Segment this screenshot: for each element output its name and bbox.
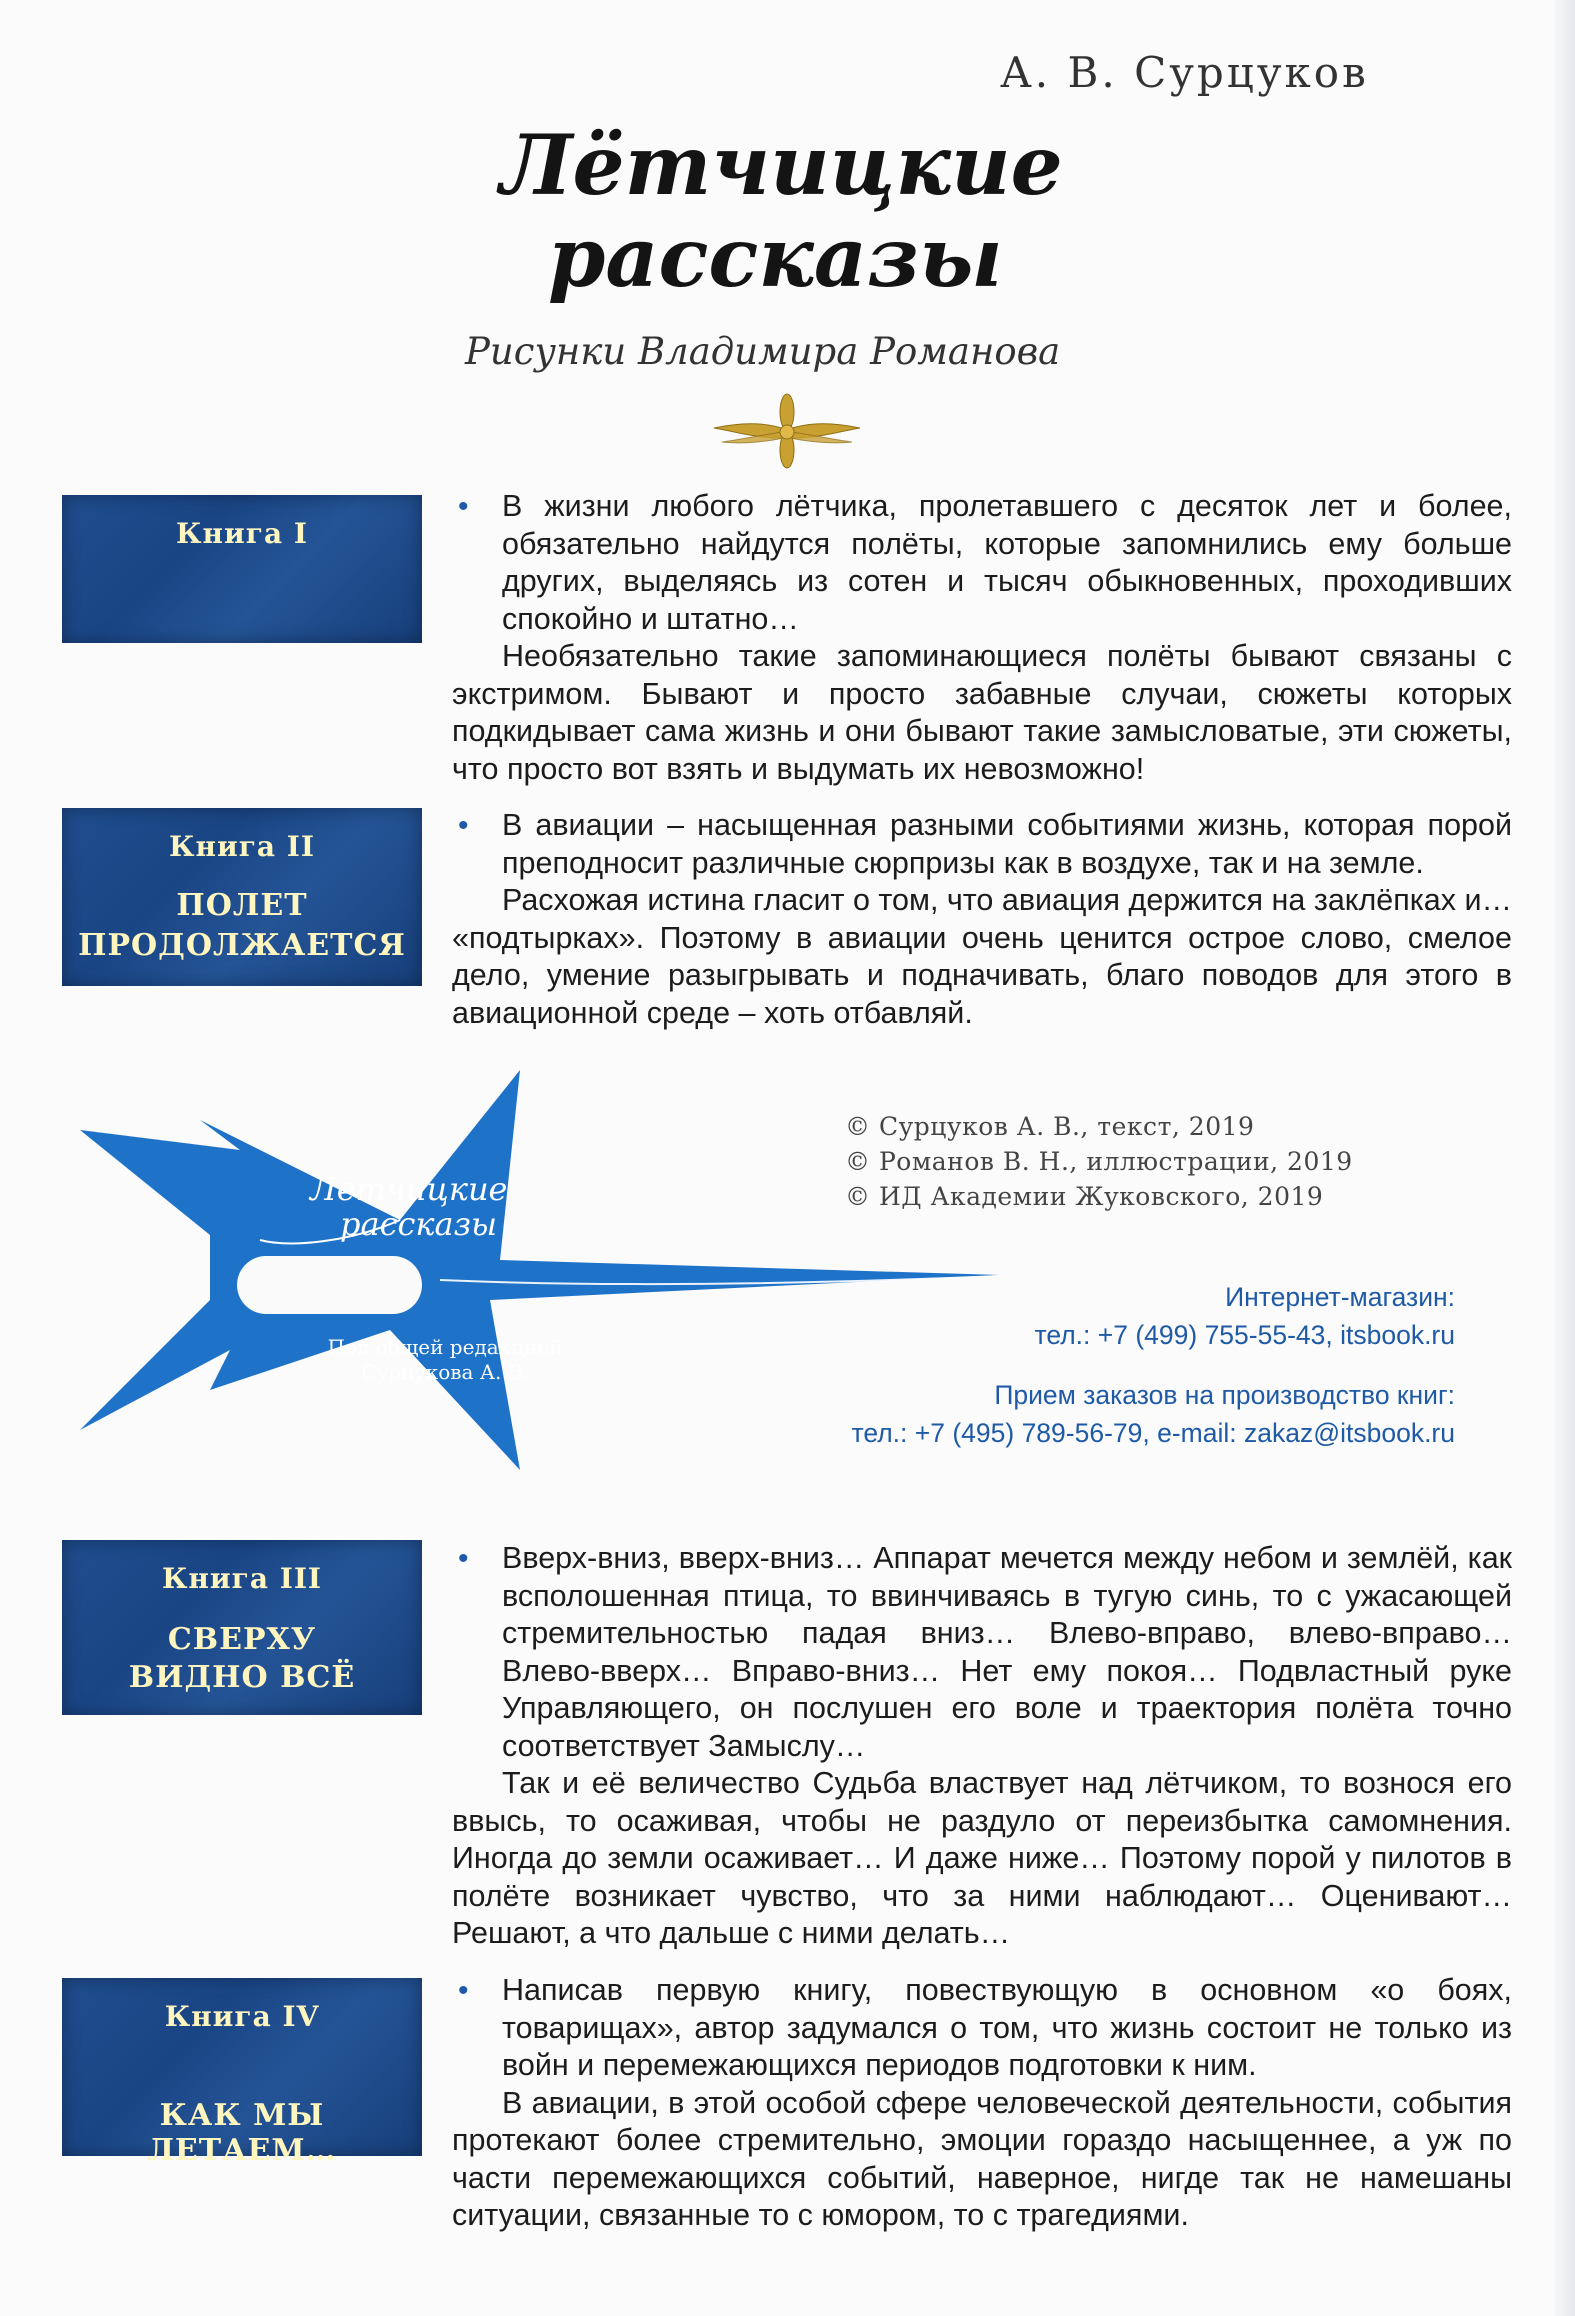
- copyright-illustrations: © Романов В. Н., иллюстрации, 2019: [845, 1147, 1353, 1176]
- book-2-paragraph-1: В авиации – насыщенная разными событиями жизнь, которая порой преподносит различные сюрпризы как в воздухе, так и на земле.: [502, 808, 1512, 880]
- illustrator-credit: Рисунки Владимира Романова: [465, 330, 1061, 373]
- copyright-text: © Сурцуков А. В., текст, 2019: [845, 1112, 1255, 1141]
- book-2-subtitle-line2: ПРОДОЛЖАЕТСЯ: [78, 928, 406, 963]
- book-3-subtitle-line1: СВЕРХУ: [167, 1622, 317, 1657]
- book-4-paragraph-1: Написав первую книгу, повествующую в основном «о боях, товарищах», автор задумался о том, что жизнь состоит не только из войн и перемежающихся периодов подготовки к ним.: [502, 1973, 1512, 2082]
- book-4-description: [452, 1972, 1512, 2235]
- book-title-line1: Лётчицкие: [500, 118, 1063, 214]
- plane-editor-line2: Сурцукова А. В.: [361, 1360, 529, 1384]
- book-2-description: [452, 807, 1512, 1032]
- plane-title-line2: рассказы: [340, 1205, 498, 1243]
- book-2-label: Книга II: [169, 830, 315, 863]
- copyright-publisher: © ИД Академии Жуковского, 2019: [845, 1182, 1324, 1211]
- book-1-badge: [62, 495, 422, 643]
- wings-propeller-icon: [712, 392, 862, 472]
- page-edge-shadow: [1555, 0, 1575, 2316]
- book-3-subtitle-line2: ВИДНО ВСЁ: [128, 1660, 356, 1695]
- bullet-icon: •: [458, 809, 469, 842]
- book-3-paragraph-2: Так и её величество Судьба властвует над лётчиком, то вознося его ввысь, то осаживая, чтобы не раздуло от переизбытка самомнения. Иногда до земли осаживает… И даже ниже… Поэтому порой у пилотов в полёте возникает чувство, что за ними наблюдают… Оценивают… Решают, а что дальше с ними делать…: [452, 1766, 1512, 1950]
- book-1-paragraph-1: В жизни любого лётчика, пролетавшего с десяток лет и более, обязательно найдутся полёты, которые запомнились ему больше других, выделяясь из сотен и тысяч обыкновенных, проходивших спокойно и штатно…: [502, 489, 1512, 636]
- orders-phone: тел.: +7 (495) 789-56-79, e-mail: zakaz@itsbook.ru: [851, 1418, 1455, 1448]
- book-4-label: Книга IV: [164, 2000, 320, 2033]
- shop-label: Интернет-магазин:: [1225, 1282, 1455, 1312]
- bullet-icon: •: [458, 490, 469, 523]
- bullet-icon: •: [458, 1974, 469, 2007]
- book-3-paragraph-1: Вверх-вниз, вверх-вниз… Аппарат мечется между небом и землёй, как всполошенная птица, то ввинчиваясь в тугую синь, то с ужасающей стремительностью падая вниз… Влево-вправо, влево-вправо… Влево-вверх… Вправо-вниз… Нет ему покоя… Подвластный руке Управляющего, он послушен его воле и траектория полёта точно соответствует Замыслу…: [502, 1541, 1512, 1763]
- author-name: А. В. Сурцуков: [1000, 48, 1369, 97]
- book-4-badge: [62, 1978, 422, 2168]
- book-3-label: Книга III: [161, 1562, 323, 1595]
- book-1-description: [452, 488, 1512, 788]
- book-3-badge: [62, 1540, 422, 1715]
- book-3-description: [452, 1540, 1512, 1953]
- plane-title-line1: Летчицкие: [310, 1170, 508, 1208]
- book-2-badge: [62, 808, 422, 986]
- orders-label: Прием заказов на производство книг:: [994, 1380, 1455, 1410]
- shop-phone: тел.: +7 (499) 755-55-43, itsbook.ru: [1034, 1320, 1455, 1350]
- book-title-line2: рассказы: [548, 210, 1003, 306]
- bullet-icon: •: [458, 1542, 469, 1575]
- book-2-subtitle-line1: ПОЛЕТ: [176, 888, 308, 923]
- plane-editor-line1: Под общей редакцией: [327, 1335, 563, 1359]
- book-2-paragraph-2: Расхожая истина гласит о том, что авиация держится на заклёпках и… «подтырках». Поэтому в авиации очень ценится острое слово, смелое дело, умение разыгрывать и подначивать, благо поводов для этого в авиационной среде – хоть отбавляй.: [452, 883, 1512, 1030]
- book-1-paragraph-2: Необязательно такие запоминающиеся полёты бывают связаны с экстримом. Бывают и просто забавные случаи, сюжеты которых подкидывает сама жизнь и они бывают такие замысловатые, эти сюжеты, что просто вот взять и выдумать их невозможно!: [452, 639, 1512, 786]
- book-4-subtitle-line1: КАК МЫ ЛЕТАЕМ…: [147, 2098, 337, 2168]
- book-4-paragraph-2: В авиации, в этой особой сфере человеческой деятельности, события протекают более стремительно, эмоции гораздо насыщеннее, а уж по части перемежающихся событий, наверное, нигде так не намешаны ситуации, связанные то с юмором, то с трагедиями.: [452, 2085, 1512, 2232]
- book-1-label: Книга I: [176, 517, 308, 550]
